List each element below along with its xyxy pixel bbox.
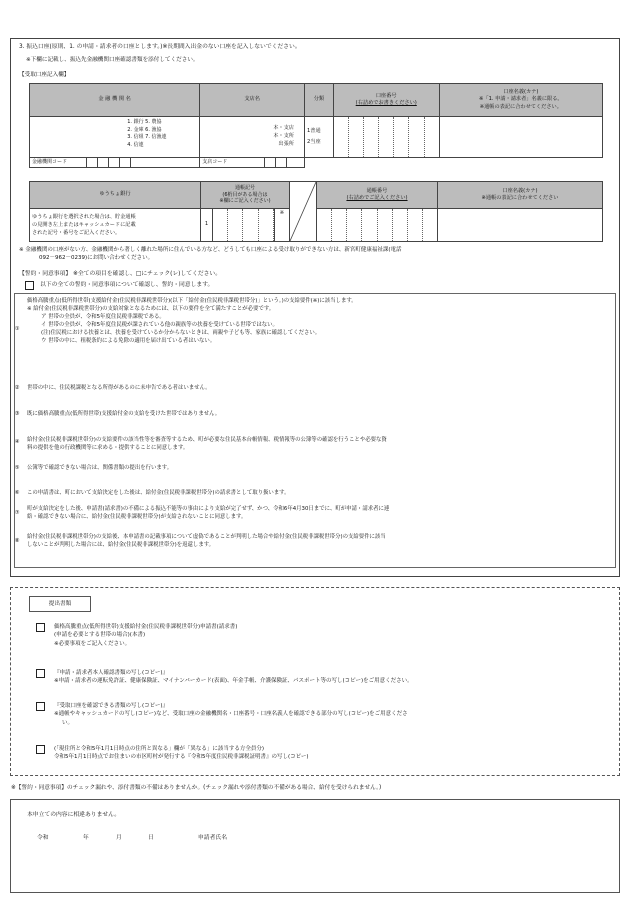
yucho-name-cell[interactable] xyxy=(438,209,603,242)
item-1-text: 価格高騰重点(低所得世帯)支援給付金(住民税非課税世帯分)(以下「給付金(住民税非課税世帯分)」という。)の支給要件(※)に該当します。 ※ 給付金(住民税非課税世帯分)の支給対象となるためには、以下の要件を全て満たすことが必要です。 ア 世帯の全員が、令和5年度住民税非課税である。 イ 世帯の全員が、令和5年度住民税が課されている他の親族等の扶養を受けている世帯ではない。 (注)住民税における扶養とは、扶養を受けているか分からないときは、両親や子ども等、家族に確認してください。 ウ 世帯の中に、租税条約による免除の適用を届け出ている者はいない。 xyxy=(27,298,357,344)
date-day[interactable]: 日 xyxy=(148,835,154,841)
yucho-description: ゆうちょ銀行を選択された場合は、貯金通帳 の見開き左上またはキャッシュカードに記載 された記号・番号をご記入ください。 xyxy=(30,209,201,242)
yucho-symbol-cell[interactable]: 1 ※ xyxy=(201,209,290,242)
item-3-number: ③ xyxy=(14,411,20,417)
item-7-text: 町が支給決定をした後、申請書(請求書)の不備による振込不能等の事由により支給が完了せず、かつ、令和6年4月30日までに、町が申請・請求者に連 絡・確認できない場合に、給付金(住民税非課税世帯分)が支給されないことに同意します。 xyxy=(27,506,390,521)
item-6-text: この申請書は、町において支給決定をした後は、給付金(住民税非課税世帯分)の請求書として取り扱います。 xyxy=(27,490,290,496)
bank-name-cell[interactable] xyxy=(30,117,200,158)
yucho-number-header: 通帳番号 (右詰めでご記入ください) xyxy=(317,182,438,209)
item-5-text: 公簿等で確認できない場合は、関係書類の提出を行います。 xyxy=(27,465,173,471)
section3-heading: 3. 振込口座(原則、1. の申請・請求者の口座とします。)※長期間入出金のない口座を記入しないでください。 xyxy=(19,44,301,50)
item-7-number: ⑦ xyxy=(14,510,20,516)
doc-4-checkbox[interactable] xyxy=(36,745,45,754)
branch-code-cell[interactable]: 支店コード xyxy=(200,158,305,168)
final-note: ※【誓約・同意事項】のチェック漏れや、添付書類の不備はありませんか。(チェック漏れや添付書類の不備がある場合、給付を受けられません。) xyxy=(11,785,382,791)
bank-type-list: 1. 銀行 5. 農協 2. 金庫 6. 漁協 3. 信組 7. 信漁連 4. 信連 xyxy=(127,119,167,148)
branch-name-cell[interactable]: 本・支店 本・支所 出張所 xyxy=(200,117,305,158)
bank-note: ※ 金融機関の口座がない方、金融機関から著しく離れた場所に住んでいる方など、どうしても口座による受け取りができない方は、新宮町健康福祉課(電話 092－962－0239)にお問い合わせください。 xyxy=(19,247,402,261)
documents-heading: 提出書類 xyxy=(29,596,91,612)
pledge-heading: 【誓約・同意事項】 ※全ての項目を確認し、□にチェック(レ)してください。 xyxy=(19,271,222,277)
item-4-text: 給付金(住民税非課税世帯分)の支給要件の該当性等を審査等するため、町が必要な住民基本台帳情報、税情報等の公簿等の確認を行うことや必要な資 料の提供を他の行政機関等に求める・提供することに同意します。 xyxy=(27,437,387,452)
confirm-text: 本申立ての内容に相違ありません。 xyxy=(27,812,121,818)
item-4-number: ④ xyxy=(14,439,20,445)
item-6-number: ⑥ xyxy=(14,490,20,496)
item-3-text: 既に価格高騰重点(低所得世帯)支援給付金の支給を受けた世帯ではありません。 xyxy=(27,411,221,417)
bank-name-header: 金 融 機 関 名 xyxy=(30,84,200,117)
applicant-name-field[interactable] xyxy=(235,830,595,844)
yucho-table xyxy=(29,181,603,242)
doc-3-text: 『受取口座を確認できる書類の写し(コピー)』 ※通帳やキャッシュカードの写し(コピー)など、受取口座の金融機関名・口座番号・口座名義人を確認できる部分の写し(コピー)をご用意くださ い。 xyxy=(54,703,408,726)
yucho-symbol-header: 通帳記号 (6桁目がある場合は ※欄にご記入ください) xyxy=(201,182,290,209)
date-month[interactable]: 月 xyxy=(116,835,122,841)
doc-3-checkbox[interactable] xyxy=(36,702,45,711)
doc-2-checkbox[interactable] xyxy=(36,669,45,678)
doc-4-text: (「現住所と令和5年1月1日時点の住所と異なる」欄が「異なる」に該当する方全員分) 令和5年1月1日時点でお住まいの市区町村が発行する『令和5年度住民税非課税証明書』の写し(コピー) xyxy=(54,746,309,761)
date-era: 令和 xyxy=(37,835,49,841)
item-8-text: 給付金(住民税非課税世帯分)の支給後、本申請書の記載事項について虚偽であることが判明した場合や給付金(住民税非課税世帯分)の支給要件に該当 しないことが判明した場合には、給付金(住民税非課税世帯分)を返還します。 xyxy=(27,534,386,549)
doc-1-text: 価格高騰重点(低所得世帯)支援給付金(住民税非課税世帯分)申請書(請求書) (申請を必要とする世帯の場合)(本書) ※必要事項をご記入ください。 xyxy=(54,624,238,647)
account-name-cell[interactable] xyxy=(439,117,602,158)
yucho-number-cell[interactable] xyxy=(317,209,438,242)
applicant-name-label: 申請者氏名 xyxy=(198,835,227,841)
item-5-number: ⑤ xyxy=(14,465,20,471)
account-number-header: 口座番号 (右詰めでお書きください) xyxy=(333,84,439,117)
yucho-bank-header: ゆうちょ銀行 xyxy=(30,182,201,209)
account-type-cell[interactable]: 1普通 2当座 xyxy=(305,117,334,158)
account-name-header: 口座名義(カナ) ※「1. 申請・請求者」名義に限る。 ※通帳の表記に合わせてください。 xyxy=(439,84,602,117)
diagonal-slash xyxy=(290,182,316,241)
item-2-number: ② xyxy=(14,385,20,391)
bank-code-cell[interactable]: 金融機関コード xyxy=(30,158,200,168)
agree-all-checkbox[interactable] xyxy=(25,281,34,290)
account-number-cell[interactable] xyxy=(333,117,439,158)
item-8-number: ⑧ xyxy=(14,538,20,544)
agree-all-row[interactable] xyxy=(25,281,213,290)
type-header: 分類 xyxy=(305,84,334,117)
section3-note: ※下欄に記載し、振込先金融機関口座確認書類を添付してください。 xyxy=(26,57,199,63)
doc-2-text: 『申請・請求者本人確認書類の写し(コピー)』 ※申請・請求者の運転免許証、健康保険証、マイナンバーカード(表面)、年金手帳、介護保険証、パスポート等の写し(コピー)をご用意ください。 xyxy=(54,670,413,685)
bank-table-label: 【受取口座記入欄】 xyxy=(19,72,70,78)
item-2-text: 世帯の中に、住民税課税となる所得があるのに未申告である者はいません。 xyxy=(27,385,211,391)
doc-1-checkbox[interactable] xyxy=(36,623,45,632)
yucho-slash-cell xyxy=(290,182,317,242)
branch-header: 支店名 xyxy=(200,84,305,117)
agree-all-label: 以下の全ての誓約・同意事項について確認し、誓約・同意します。 xyxy=(40,281,214,288)
yucho-name-header: 口座名義(カナ) ※通帳の表記に合わせてください xyxy=(438,182,603,209)
bank-table xyxy=(29,83,603,168)
item-1-number: ① xyxy=(14,326,20,332)
date-year[interactable]: 年 xyxy=(83,835,89,841)
